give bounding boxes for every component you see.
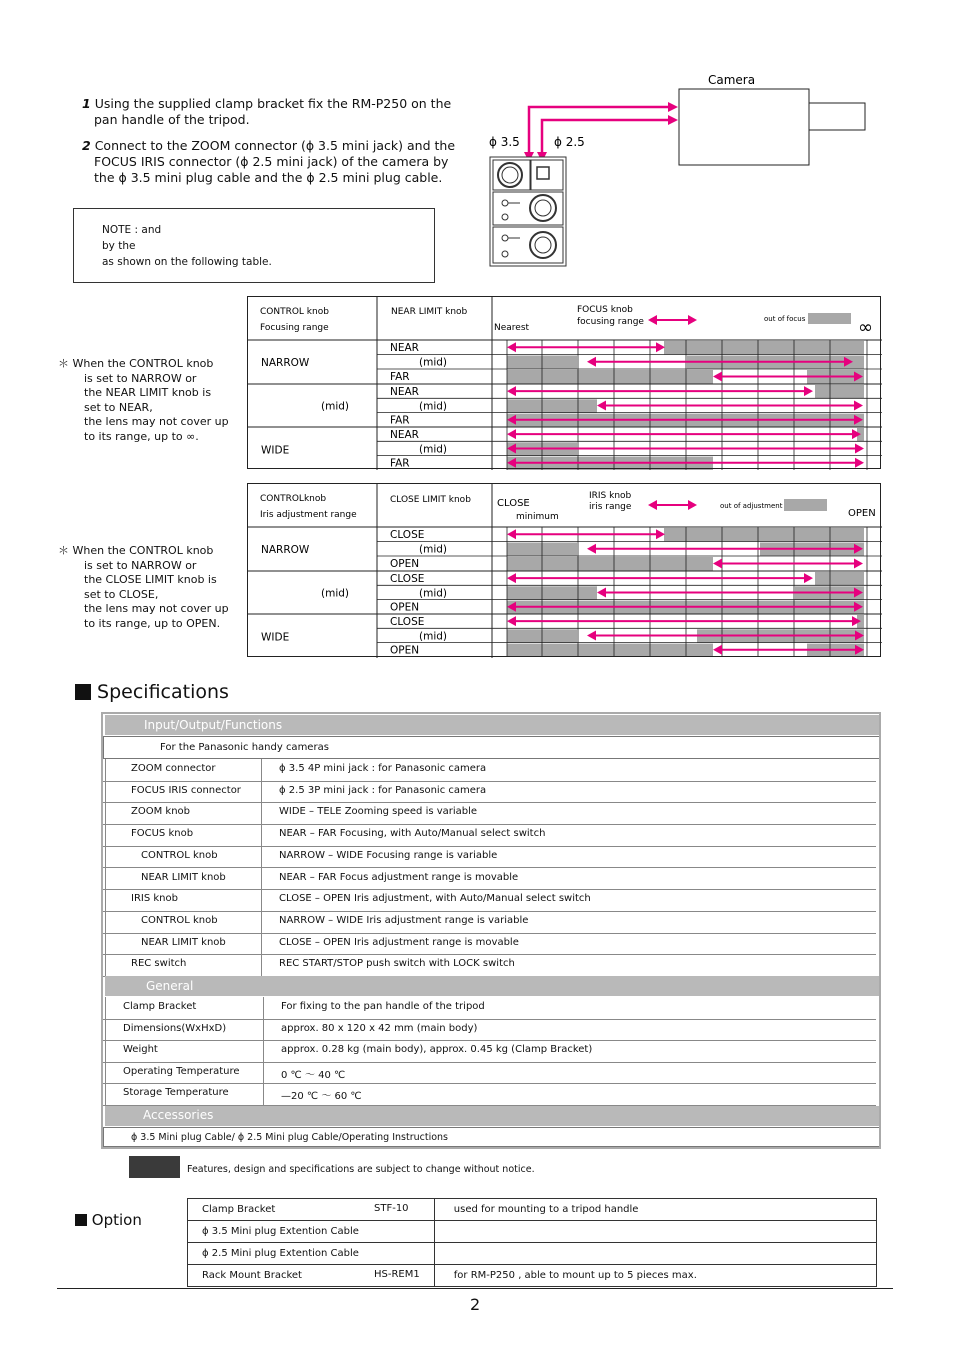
iris-range-table — [247, 483, 882, 658]
header-knob-range: iris range — [589, 502, 632, 512]
spec-divider — [263, 1083, 264, 1105]
spec-key: Operating Temperature — [123, 1065, 240, 1077]
option-heading — [75, 1211, 142, 1229]
infinity-label: ∞ — [858, 317, 873, 338]
arrow-head-icon — [587, 357, 596, 367]
spec-value: approx. 0.28 kg (main body), approx. 0.45 kg (Clamp Bracket) — [281, 1044, 593, 1056]
step-text: the ϕ 3.5 mini plug cable and the ϕ 2.5 mini plug cable. — [94, 170, 443, 185]
arrow-head-icon — [854, 559, 863, 569]
arrow-head-icon — [854, 400, 863, 410]
spec-value: NEAR – FAR Focus adjustment range is movable — [279, 871, 519, 883]
spec-left-border — [105, 759, 106, 976]
arrow-head-icon — [648, 500, 657, 510]
connection-diagram-svg — [486, 70, 876, 270]
header-knob-range: focusing range — [577, 317, 644, 327]
out-of-range-cell — [507, 586, 597, 599]
limit-setting-label: OPEN — [390, 601, 420, 614]
side-note-line: the lens may not cover up — [84, 415, 229, 428]
legend-swatch — [808, 313, 851, 324]
spec-value: REC START/STOP push switch with LOCK switch — [279, 958, 515, 970]
note-box — [73, 208, 435, 283]
arrow-head-icon — [507, 386, 516, 396]
spec-divider — [261, 954, 262, 976]
spec-key: Weight — [123, 1044, 158, 1056]
spec-key: FOCUS IRIS connector — [131, 784, 241, 796]
step-2 — [82, 138, 462, 186]
arrow-head-icon — [804, 386, 813, 396]
spec-key: NEAR LIMIT knob — [141, 871, 226, 883]
camera-part — [809, 103, 865, 130]
option-name: ϕ 2.5 Mini plug Extention Cable — [202, 1248, 359, 1259]
arrow-head-icon — [507, 342, 516, 352]
spec-divider — [263, 1040, 264, 1062]
arrow-head-icon — [597, 400, 606, 410]
iris-knob-icon — [530, 232, 556, 258]
header-range: Iris adjustment range — [260, 510, 357, 520]
step-text: Using the supplied clamp bracket fix the RM-P250 on the — [94, 96, 452, 111]
section-title: General — [146, 979, 194, 993]
header-minimum: minimum — [516, 512, 559, 522]
section-header-general — [105, 976, 879, 996]
arrow-head-icon — [587, 630, 596, 640]
spec-value: approx. 80 x 120 x 42 mm (main body) — [281, 1022, 478, 1034]
option-row — [188, 1243, 877, 1265]
spec-key: IRIS knob — [131, 893, 178, 905]
arrow-head-icon — [855, 458, 864, 468]
jack-35-label: ϕ 3.5 — [489, 135, 520, 149]
side-note-line: is set to NARROW or — [84, 371, 197, 385]
step-text: Connect to the ZOOM connector (ϕ 3.5 mini jack) and the — [94, 138, 456, 153]
connection-diagram — [486, 70, 876, 270]
side-note-line: set to CLOSE, — [84, 587, 159, 601]
legend-label: out of adjustment — [720, 502, 783, 510]
control-setting-label: NARROW — [261, 357, 310, 369]
option-item — [188, 1221, 435, 1243]
option-row — [188, 1265, 877, 1287]
page-rule — [57, 1288, 893, 1289]
limit-setting-label: CLOSE — [390, 616, 425, 628]
header-limit: NEAR LIMIT knob — [391, 307, 468, 317]
spec-divider — [261, 889, 262, 911]
side-note-line: is set to NARROW or — [84, 558, 197, 572]
focus-range-svg — [247, 296, 882, 470]
option-item — [188, 1243, 435, 1265]
section-title: Input/Output/Functions — [144, 718, 283, 732]
spec-row — [103, 933, 876, 956]
spec-value: NEAR – FAR Focusing, with Auto/Manual select switch — [279, 828, 546, 840]
footnote: Features, design and specifications are subject to change without notice. — [187, 1164, 535, 1175]
out-of-range-cell — [664, 341, 864, 355]
limit-setting-label: FAR — [390, 414, 410, 427]
header-nearest: Nearest — [494, 323, 530, 333]
out-of-range-cell — [507, 399, 597, 412]
limit-setting-label: CLOSE — [390, 573, 425, 585]
zoom-cable — [529, 107, 671, 156]
header-control: CONTROLknob — [260, 494, 327, 504]
spec-divider — [261, 824, 262, 846]
arrow-head-icon — [855, 443, 864, 453]
small-knob-icon — [502, 200, 508, 206]
option-model: HS-REM1 — [374, 1269, 420, 1280]
spec-divider — [261, 781, 262, 803]
arrow-head-icon — [587, 544, 596, 554]
accessories-text: ϕ 3.5 Mini plug Cable/ ϕ 2.5 Mini plug Cable/Operating Instructions — [131, 1132, 449, 1143]
spec-value: ϕ 3.5 4P mini jack : for Panasonic camera — [279, 763, 487, 774]
step-1 — [82, 96, 462, 128]
step-text: pan handle of the tripod. — [94, 112, 250, 127]
spec-divider — [261, 846, 262, 868]
limit-setting-label: CLOSE — [390, 529, 425, 541]
spec-key: Dimensions(WxHxD) — [123, 1022, 227, 1034]
specs-table — [101, 712, 881, 1149]
header-close: CLOSE — [497, 498, 530, 509]
spec-row — [103, 911, 876, 934]
control-setting-label: (mid) — [321, 587, 350, 600]
out-of-range-cell — [507, 644, 713, 657]
header-control: CONTROL knob — [260, 307, 329, 317]
limit-setting-label: (mid) — [419, 630, 448, 643]
limit-setting-label: (mid) — [419, 400, 448, 413]
option-table — [187, 1198, 877, 1287]
spec-row — [103, 1019, 876, 1042]
limit-setting-label: FAR — [390, 371, 410, 383]
option-row — [188, 1199, 877, 1221]
option-description: for RM-P250 , able to mount up to 5 pieces max. — [434, 1265, 876, 1287]
limit-setting-label: (mid) — [419, 356, 448, 369]
spec-key: Clamp Bracket — [123, 1001, 197, 1012]
spec-row — [103, 954, 876, 977]
accessories-row — [103, 1127, 879, 1147]
side-note-line: to its range, up to ∞. — [84, 429, 199, 443]
spec-key: ZOOM connector — [131, 763, 216, 774]
control-setting-label: WIDE — [261, 631, 290, 644]
spec-value: NARROW – WIDE Focusing range is variable — [279, 849, 498, 861]
spec-value: CLOSE – OPEN Iris adjustment, with Auto/Manual select switch — [279, 893, 591, 905]
control-setting-label: WIDE — [261, 444, 290, 457]
small-knob-icon — [502, 251, 508, 257]
option-description — [434, 1221, 876, 1243]
out-of-range-cell — [507, 557, 713, 571]
spec-key: REC switch — [131, 958, 187, 970]
option-name: Clamp Bracket — [202, 1204, 276, 1215]
limit-setting-label: NEAR — [390, 386, 419, 398]
spec-row — [103, 1062, 876, 1085]
spec-divider — [261, 911, 262, 933]
arrow-head-icon — [656, 342, 665, 352]
spec-row — [103, 889, 876, 912]
rec-switch-icon — [537, 167, 549, 179]
limit-setting-label: (mid) — [419, 443, 448, 456]
spec-row — [103, 997, 876, 1020]
side-note-line: ＊ When the CONTROL knob — [58, 357, 214, 370]
focus-range-table — [247, 296, 882, 470]
spec-left-border — [105, 997, 106, 1105]
spec-intro-text: For the Panasonic handy cameras — [160, 742, 329, 753]
focus-side-note — [58, 357, 229, 444]
camera-label: Camera — [708, 73, 756, 87]
arrow-head-icon — [507, 429, 516, 439]
spec-divider — [261, 759, 262, 781]
spec-value: WIDE – TELE Zooming speed is variable — [279, 806, 478, 818]
header-range: Focusing range — [260, 323, 329, 333]
side-note-line: to its range, up to OPEN. — [84, 616, 221, 630]
arrow-head-icon — [804, 573, 813, 583]
iris-side-note — [58, 544, 229, 631]
side-note-line: ＊ When the CONTROL knob — [58, 544, 214, 557]
option-model: STF-10 — [374, 1203, 409, 1214]
header-limit: CLOSE LIMIT knob — [390, 495, 471, 505]
arrow-head-icon — [668, 115, 678, 125]
spec-row — [103, 802, 876, 825]
option-title: Option — [91, 1211, 142, 1229]
camera-body — [679, 89, 809, 165]
out-of-range-cell — [664, 528, 864, 542]
arrow-head-icon — [507, 529, 516, 539]
control-setting-label: NARROW — [261, 544, 310, 556]
arrow-head-icon — [507, 573, 516, 583]
specs-heading — [75, 681, 229, 703]
specs-title: Specifications — [97, 681, 229, 703]
arrow-head-icon — [648, 315, 657, 325]
limit-setting-label: NEAR — [390, 342, 419, 354]
spec-divider — [263, 1062, 264, 1084]
spec-row — [103, 1083, 876, 1106]
arrow-head-icon — [713, 645, 722, 655]
arrow-head-icon — [688, 315, 697, 325]
spec-divider — [261, 868, 262, 890]
arrow-head-icon — [713, 559, 722, 569]
note-line: by the — [102, 240, 136, 252]
spec-value: 0 ℃ 〜 40 ℃ — [281, 1069, 346, 1081]
spec-value: For fixing to the pan handle of the tripod — [281, 1001, 485, 1012]
option-item — [188, 1199, 435, 1221]
page-number: 2 — [470, 1295, 481, 1314]
arrow-head-icon — [597, 587, 606, 597]
spec-value: ϕ 2.5 3P mini jack : for Panasonic camera — [279, 784, 487, 796]
side-note-line: the lens may not cover up — [84, 602, 229, 615]
spec-value: NARROW – WIDE Iris adjustment range is variable — [279, 914, 529, 926]
arrow-head-icon — [713, 372, 722, 382]
spec-value: —20 ℃ 〜 60 ℃ — [281, 1091, 362, 1103]
spec-value: CLOSE – OPEN Iris adjustment range is movable — [279, 936, 519, 948]
spec-divider — [263, 997, 264, 1019]
step-number: 1 — [82, 96, 91, 111]
legend-label: out of focus — [764, 315, 806, 323]
arrow-head-icon — [656, 529, 665, 539]
limit-setting-label: (mid) — [419, 543, 448, 556]
square-bullet-icon — [75, 684, 91, 700]
side-note-line: the NEAR LIMIT knob is — [84, 386, 212, 399]
side-note-line: the CLOSE LIMIT knob is — [84, 573, 217, 586]
spec-divider — [263, 1019, 264, 1041]
step-text: FOCUS IRIS connector (ϕ 2.5 mini jack) of the camera by — [94, 154, 449, 169]
small-knob-icon — [502, 235, 508, 241]
spec-divider — [261, 933, 262, 955]
legend-swatch — [784, 499, 827, 511]
spec-row — [103, 1040, 876, 1063]
out-of-range-cell — [815, 385, 864, 398]
spec-row — [103, 781, 876, 804]
spec-key: NEAR LIMIT knob — [141, 936, 226, 948]
note-line: NOTE : and — [102, 224, 162, 236]
arrow-head-icon — [668, 102, 678, 112]
option-name: Rack Mount Bracket — [202, 1270, 302, 1281]
spec-row — [103, 824, 876, 847]
spec-divider — [261, 802, 262, 824]
spec-key: Storage Temperature — [123, 1087, 229, 1099]
option-item — [188, 1265, 435, 1287]
limit-setting-label: OPEN — [390, 644, 420, 657]
small-knob-icon — [502, 214, 508, 220]
arrow-head-icon — [688, 500, 697, 510]
header-knob: FOCUS knob — [577, 305, 633, 315]
side-note-line: set to NEAR, — [84, 400, 153, 414]
limit-setting-label: FAR — [390, 457, 410, 470]
limit-setting-label: OPEN — [390, 558, 420, 570]
spec-row — [103, 846, 876, 869]
spec-row — [103, 868, 876, 891]
spec-key: CONTROL knob — [141, 849, 218, 861]
step-number: 2 — [82, 138, 91, 153]
out-of-range-cell — [507, 370, 713, 384]
focus-knob-icon — [530, 195, 556, 221]
option-description — [434, 1243, 876, 1265]
option-name: ϕ 3.5 Mini plug Extention Cable — [202, 1226, 359, 1237]
spec-key: CONTROL knob — [141, 914, 218, 926]
out-of-range-cell — [815, 572, 864, 585]
spec-intro — [103, 736, 879, 759]
control-setting-label: (mid) — [321, 400, 350, 413]
section-title: Accessories — [143, 1108, 214, 1122]
square-bullet-icon — [75, 1214, 87, 1226]
spec-key: ZOOM knob — [131, 806, 190, 818]
spec-row — [103, 759, 876, 782]
option-description: used for mounting to a tripod handle — [434, 1199, 876, 1221]
footnote-swatch — [129, 1156, 180, 1178]
limit-setting-label: (mid) — [419, 587, 448, 600]
arrow-head-icon — [507, 616, 516, 626]
iris-range-svg — [247, 483, 882, 658]
note-line: as shown on the following table. — [102, 256, 272, 268]
header-knob: IRIS knob — [589, 491, 632, 501]
limit-setting-label: NEAR — [390, 429, 419, 441]
option-row — [188, 1221, 877, 1243]
section-header-accessories — [105, 1106, 879, 1126]
header-open: OPEN — [848, 508, 876, 519]
jack-25-label: ϕ 2.5 — [554, 135, 585, 149]
section-header-io — [105, 715, 879, 735]
spec-key: FOCUS knob — [131, 828, 194, 840]
